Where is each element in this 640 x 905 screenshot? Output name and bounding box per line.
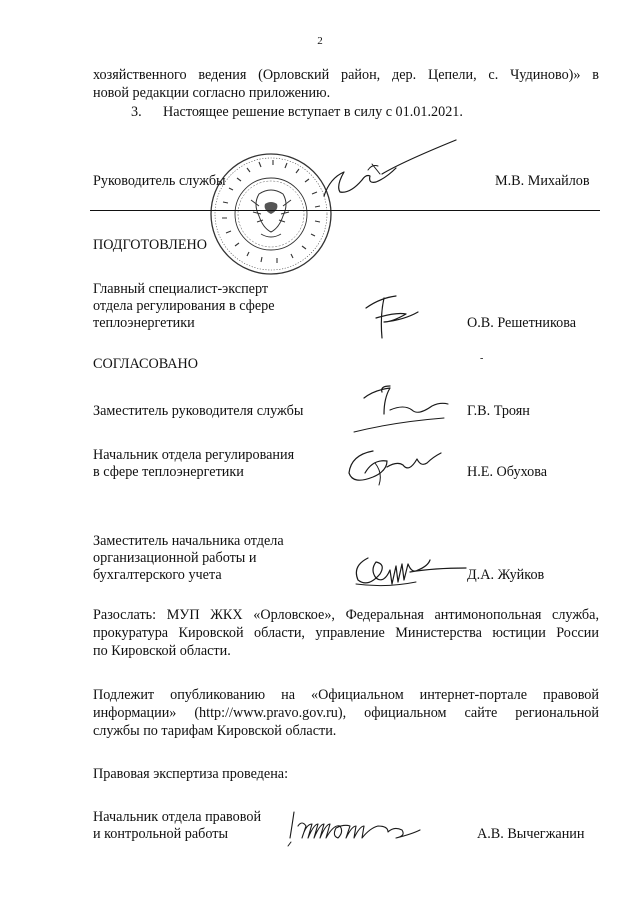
- accounting-role-line-2: организационной работы и: [93, 550, 257, 566]
- chief-role-line-2: в сфере теплоэнергетики: [93, 464, 244, 480]
- legal-review-text: Правовая экспертиза проведена:: [93, 766, 289, 782]
- distribution-line-3: по Кировской области.: [93, 643, 231, 659]
- stray-mark: -: [480, 353, 484, 364]
- head-signature: [322, 140, 462, 210]
- prepared-role-line-3: теплоэнергетики: [93, 315, 195, 331]
- legal-chief-name: А.В. Вычегжанин: [477, 826, 585, 842]
- chief-role-line-1: Начальник отдела регулирования: [93, 447, 295, 463]
- publication-line-1: Подлежит опубликованию на «Официальном интернет-портале правовой: [93, 687, 599, 703]
- publication-line-3: службы по тарифам Кировской области.: [93, 723, 337, 739]
- prepared-name: О.В. Решетникова: [467, 315, 577, 331]
- prepared-role-line-1: Главный специалист-эксперт: [93, 281, 269, 297]
- separator-rule: [90, 210, 600, 211]
- prepared-role-line-2: отдела регулирования в сфере: [93, 298, 275, 314]
- accounting-signature: [350, 548, 470, 592]
- legal-chief-role-line-2: и контрольной работы: [93, 826, 228, 842]
- page-number: 2: [317, 35, 323, 47]
- intro-line-1: хозяйственного ведения (Орловский район, дер. Цепели, с. Чудиново)» в: [93, 67, 599, 83]
- item-3-text: Настоящее решение вступает в силу с 01.01.2021.: [163, 104, 463, 120]
- legal-chief-signature: [284, 808, 474, 852]
- chief-name: Н.Е. Обухова: [467, 464, 548, 480]
- item-3-number: 3.: [131, 104, 142, 120]
- intro-line-2: новой редакции согласно приложению.: [93, 85, 331, 101]
- legal-chief-role-line-1: Начальник отдела правовой: [93, 809, 262, 825]
- official-seal-stamp: [207, 150, 335, 278]
- prepared-heading: ПОДГОТОВЛЕНО: [93, 237, 207, 253]
- accounting-name: Д.А. Жуйков: [467, 567, 545, 583]
- head-name: М.В. Михайлов: [495, 173, 590, 189]
- prepared-signature: [362, 288, 422, 344]
- head-title: Руководитель службы: [93, 173, 226, 189]
- agreed-heading: СОГЛАСОВАНО: [93, 356, 199, 372]
- deputy-signature: [350, 380, 460, 442]
- accounting-role-line-1: Заместитель начальника отдела: [93, 533, 284, 549]
- chief-signature: [345, 443, 445, 489]
- distribution-line-1: Разослать: МУП ЖКХ «Орловское», Федеральная антимонопольная служба,: [93, 607, 599, 623]
- accounting-role-line-3: бухгалтерского учета: [93, 567, 222, 583]
- distribution-line-2: прокуратура Кировской области, управление Министерства юстиции России: [93, 625, 599, 641]
- publication-line-2: информации» (http://www.pravo.gov.ru), официальном сайте региональной: [93, 705, 599, 721]
- deputy-name: Г.В. Троян: [467, 403, 530, 419]
- deputy-role: Заместитель руководителя службы: [93, 403, 304, 419]
